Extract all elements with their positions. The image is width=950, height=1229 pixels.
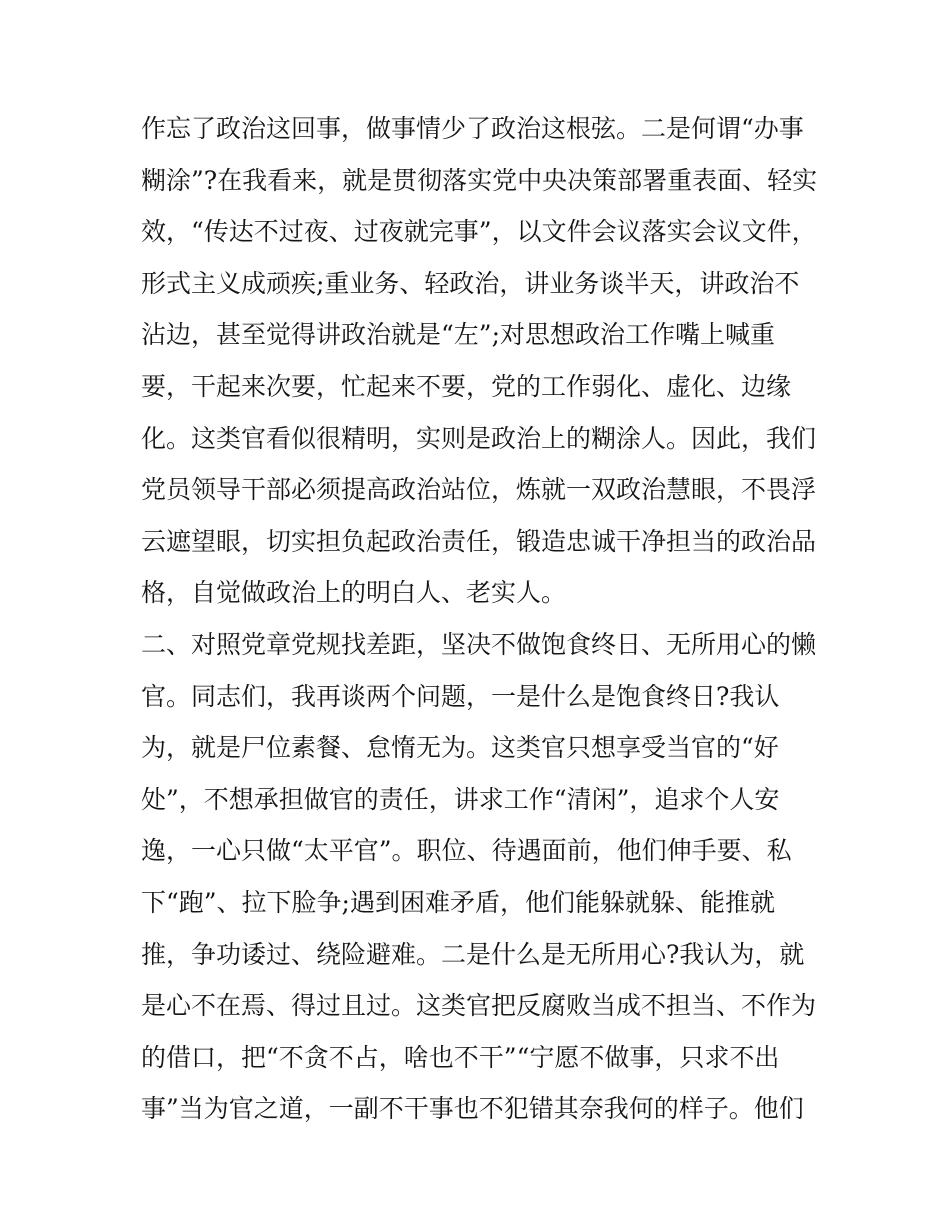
text-line: 处”，不想承担做官的责任，讲求工作“清闲”，追求个人安 (141, 784, 780, 814)
text-line: 为，就是尸位素餐、怠惰无为。这类官只想享受当官的“好 (141, 733, 779, 763)
text-line: 推，争功诿过、绕险避难。二是什么是无所用心?我认为，就 (141, 939, 805, 969)
text-line: 格，自觉做政治上的明白人、老实人。 (141, 578, 567, 608)
text-line: 沾边，甚至觉得讲政治就是“左”;对思想政治工作嘴上喊重 (141, 320, 775, 350)
text-line: 形式主义成顽疾;重业务、轻政治，讲业务谈半天，讲政治不 (141, 268, 800, 298)
text-line: 效，“传达不过夜、过夜就完事”，以文件会议落实会议文件， (141, 217, 817, 247)
text-line: 化。这类官看似很精明，实则是政治上的糊涂人。因此，我们 (141, 423, 817, 453)
text-line: 官。同志们，我再谈两个问题，一是什么是饱食终日?我认 (141, 681, 780, 711)
text-line: 党员领导干部必须提高政治站位，炼就一双政治慧眼，不畏浮 (141, 475, 817, 505)
body-text (141, 108, 821, 1140)
text-line: 逸，一心只做“太平官”。职位、待遇面前，他们伸手要、私 (141, 836, 792, 866)
section-heading-line: 二、对照党章党规找差距，坚决不做饱食终日、无所用心的懒 (141, 629, 817, 659)
text-line: 的借口，把“不贪不占，啥也不干”“宁愿不做事，只求不出 (141, 1042, 780, 1072)
text-line: 下“跑”、拉下脸争;遇到困难矛盾，他们能躲就躲、能推就 (141, 887, 775, 917)
text-line: 云遮望眼，切实担负起政治责任，锻造忠诚干净担当的政治品 (141, 526, 817, 556)
text-line: 作忘了政治这回事，做事情少了政治这根弦。二是何谓“办事 (141, 114, 804, 143)
text-line: 事”当为官之道，一副不干事也不犯错其奈我何的样子。他们 (141, 1094, 804, 1124)
text-line: 糊涂”?在我看来，就是贯彻落实党中央决策部署重表面、轻实 (141, 165, 818, 195)
text-line: 是心不在焉、得过且过。这类官把反腐败当成不担当、不作为 (141, 991, 817, 1021)
text-line: 要，干起来次要，忙起来不要，党的工作弱化、虚化、边缘 (141, 371, 792, 401)
